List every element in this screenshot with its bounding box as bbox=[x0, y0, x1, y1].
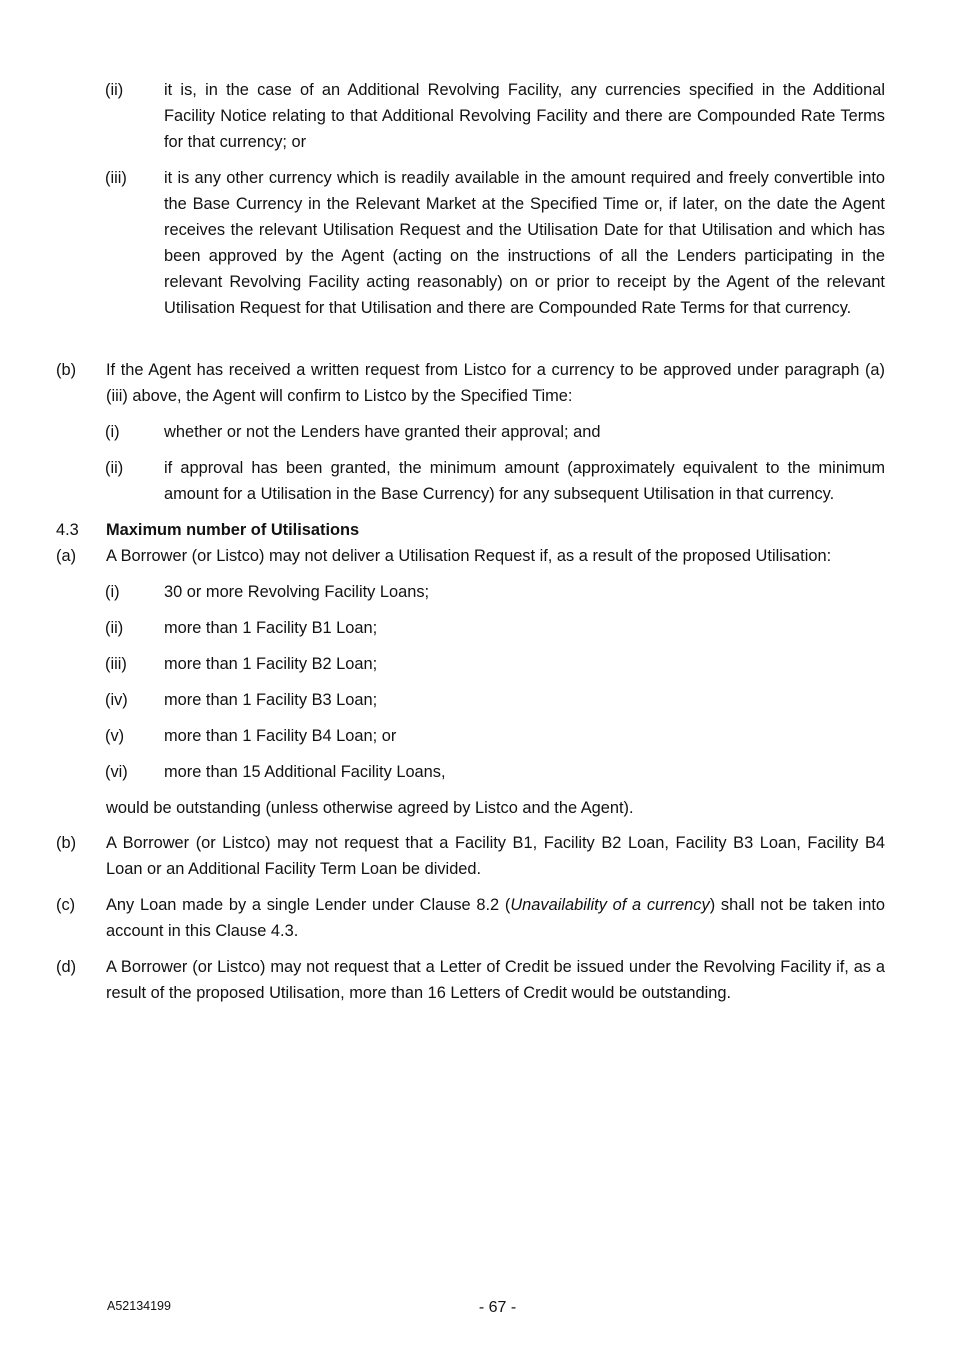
list-item-text: more than 1 Facility B2 Loan; bbox=[164, 655, 378, 673]
paragraph-text: it is any other currency which is readily available in the amount required and freely convertible into the Base Currency in the Relevant Market at the Specified Time or, if later, on the date the Agent receives the relevant Utilisation Request and the Utilisation Date for that Utilisation and which has been approved by the Agent (acting on the instructions of all the Lenders participating in the relevant Revolving Facility acting reasonably) on or prior to receipt by the Agent of the relevant Utilisation Request for that Utilisation and there are Compounded Rate Terms for that currency. bbox=[164, 169, 885, 317]
paragraph-number: (d) bbox=[56, 958, 77, 976]
list-item bbox=[105, 651, 885, 677]
list-item-text: 30 or more Revolving Facility Loans; bbox=[164, 583, 430, 601]
paragraph-text bbox=[106, 892, 885, 944]
paragraph-number: (i) bbox=[105, 423, 120, 441]
list-item bbox=[105, 579, 885, 605]
paragraph-number: (b) bbox=[56, 834, 77, 852]
list-item-number: (i) bbox=[105, 583, 120, 601]
paragraph-text: it is, in the case of an Additional Revolving Facility, any currencies specified in the Additional Facility Notice relating to that Additional Revolving Facility and there are Compounded Rate Terms for that currency; or bbox=[164, 81, 885, 151]
list-item-number: (vi) bbox=[105, 763, 128, 781]
list-item bbox=[105, 687, 885, 713]
clause-heading bbox=[56, 517, 885, 543]
list-item-number: (iii) bbox=[105, 655, 127, 673]
paragraph-number: (ii) bbox=[105, 81, 124, 99]
clause-title: Maximum number of Utilisations bbox=[106, 521, 360, 539]
list-item-text: more than 15 Additional Facility Loans, bbox=[164, 763, 446, 781]
paragraph-text: if approval has been granted, the minimum amount (approximately equivalent to the minimum amount for a Utilisation in the Base Currency) for any subsequent Utilisation in that currency. bbox=[164, 459, 885, 503]
clause-4-3-paragraph-a bbox=[56, 543, 885, 569]
clause-4-3-paragraph-c bbox=[56, 892, 885, 944]
clause-reference-title: Unavailability of a currency bbox=[510, 896, 710, 914]
paragraph-number: (b) bbox=[56, 361, 77, 379]
clause-4-3-paragraph-d bbox=[56, 954, 885, 1006]
paragraph-b-i bbox=[105, 419, 885, 445]
page-number: - 67 - bbox=[478, 1299, 517, 1316]
paragraph-b bbox=[56, 357, 885, 409]
clause-number: 4.3 bbox=[56, 521, 79, 539]
paragraph-a-iii bbox=[105, 165, 885, 321]
paragraph-number: (c) bbox=[56, 896, 76, 914]
text-after-reference: ) shall not be taken into account in this Clause 4.3. bbox=[106, 896, 885, 940]
paragraph-text: A Borrower (or Listco) may not request that a Facility B1, Facility B2 Loan, Facility B3 Loan, Facility B4 Loan or an Additional Facility Term Loan be divided. bbox=[106, 834, 885, 878]
list-item bbox=[105, 759, 885, 785]
list-item-number: (ii) bbox=[105, 619, 124, 637]
clause-4-3-paragraph-b bbox=[56, 830, 885, 882]
paragraph-text: If the Agent has received a written request from Listco for a currency to be approved under paragraph (a)(iii) above, the Agent will confirm to Listco by the Specified Time: bbox=[106, 361, 885, 405]
list-item-text: more than 1 Facility B1 Loan; bbox=[164, 619, 378, 637]
list-item-number: (v) bbox=[105, 727, 125, 745]
list-item-text: more than 1 Facility B3 Loan; bbox=[164, 691, 378, 709]
document-id: A52134199 bbox=[107, 1299, 171, 1313]
paragraph-text: whether or not the Lenders have granted their approval; and bbox=[164, 423, 601, 441]
list-item-text: more than 1 Facility B4 Loan; or bbox=[164, 727, 397, 745]
paragraph-continuation: would be outstanding (unless otherwise agreed by Listco and the Agent). bbox=[106, 799, 634, 817]
paragraph-a-ii bbox=[105, 77, 885, 155]
paragraph-number: (a) bbox=[56, 547, 77, 565]
list-item-number: (iv) bbox=[105, 691, 128, 709]
list-item bbox=[105, 723, 885, 749]
paragraph-number: (ii) bbox=[105, 459, 124, 477]
text-before-reference: Any Loan made by a single Lender under Clause 8.2 ( bbox=[106, 896, 511, 914]
paragraph-text: A Borrower (or Listco) may not request that a Letter of Credit be issued under the Revolving Facility if, as a result of the proposed Utilisation, more than 16 Letters of Credit would be outstanding. bbox=[106, 958, 885, 1002]
paragraph-number: (iii) bbox=[105, 169, 127, 187]
paragraph-b-ii bbox=[105, 455, 885, 507]
paragraph-text: A Borrower (or Listco) may not deliver a Utilisation Request if, as a result of the proposed Utilisation: bbox=[106, 547, 832, 565]
list-item bbox=[105, 615, 885, 641]
